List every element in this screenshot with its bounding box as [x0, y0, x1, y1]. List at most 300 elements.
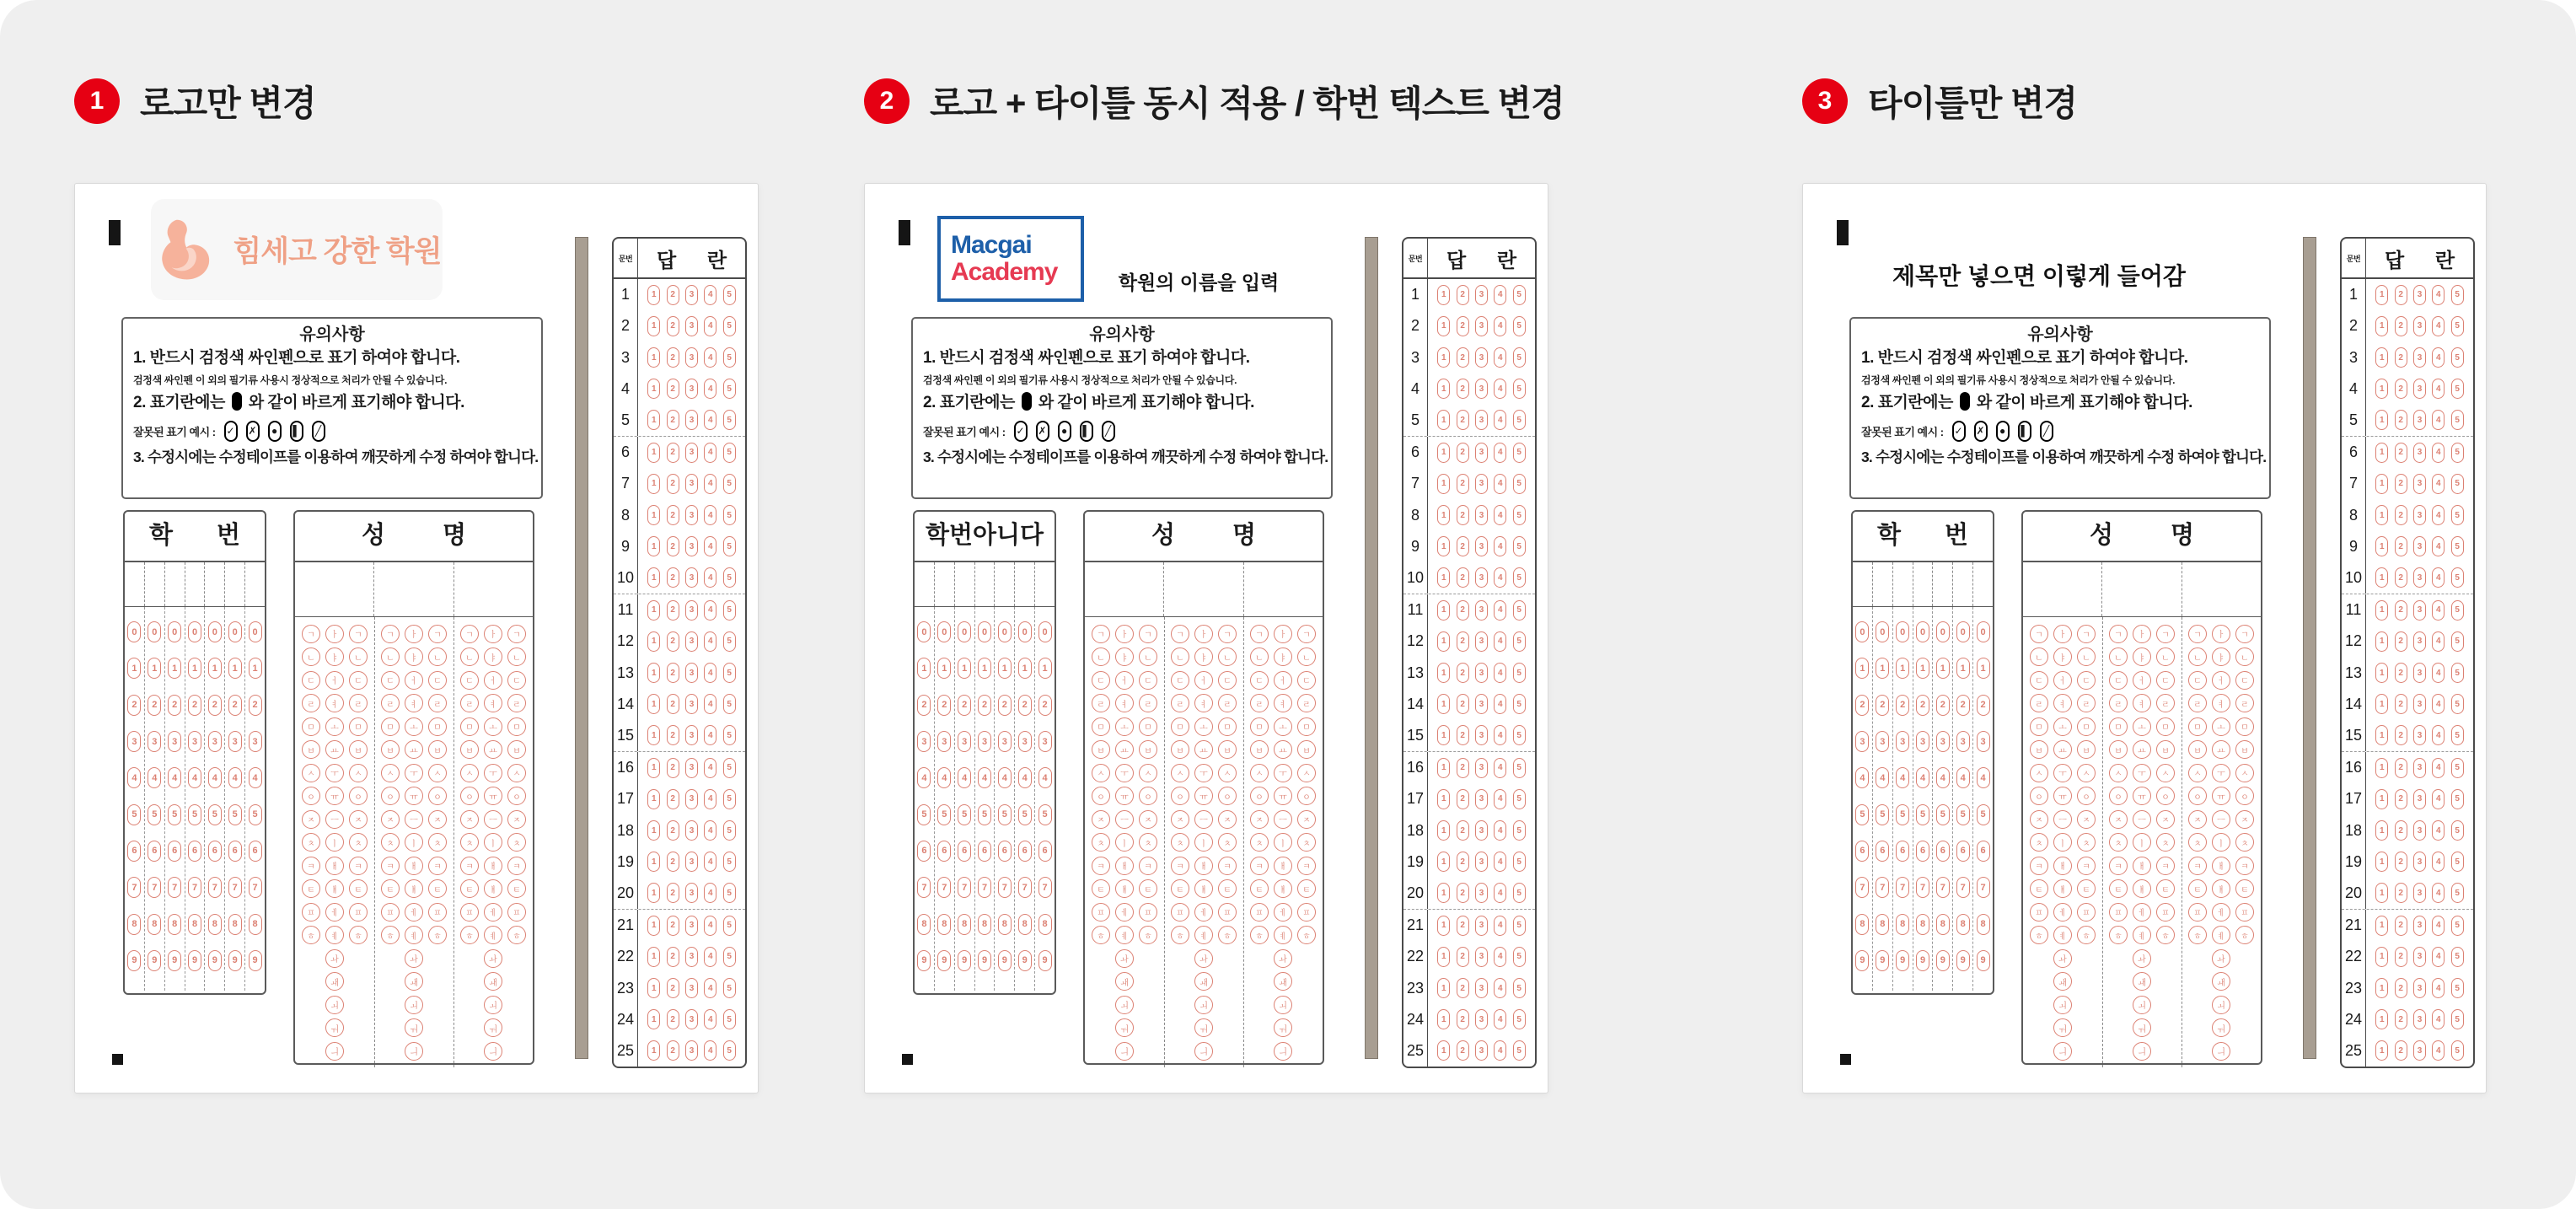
- answer-bubble-2: 2: [2395, 1040, 2407, 1061]
- name-bubble-vowel: ㅚ: [1194, 996, 1213, 1014]
- answer-bubble-3: 3: [685, 347, 698, 368]
- answer-section: [1402, 237, 1537, 1068]
- answer-bubbles: [638, 468, 745, 499]
- name-bubble-vowel: ㅑ: [484, 647, 502, 666]
- answer-row: [2342, 341, 2473, 373]
- id-bubble-column: [935, 607, 955, 991]
- name-bubble-group: [295, 694, 374, 712]
- name-bubble-consonant: ㅋ: [2188, 857, 2207, 875]
- answer-bubble-5: 5: [723, 883, 736, 903]
- answer-bubbles: [2366, 499, 2473, 530]
- section-title: 로고만 변경: [140, 83, 316, 123]
- answer-bubble-4: 4: [704, 694, 716, 714]
- name-bubble-consonant: ㅁ: [460, 717, 479, 736]
- id-bubble-4: 4: [1956, 767, 1970, 788]
- name-bubble-consonant: ㄱ: [2030, 625, 2048, 643]
- name-bubble-vowel: ㅐ: [405, 857, 423, 875]
- answer-bubble-5: 5: [1513, 725, 1526, 745]
- id-bubble-8: 8: [1018, 914, 1032, 935]
- name-bubble-group: [2023, 625, 2102, 643]
- name-column-divider: [453, 617, 454, 1067]
- answer-row: [614, 814, 745, 846]
- name-bubble-consonant: ㄷ: [1297, 671, 1316, 690]
- id-bubble-3: 3: [1896, 731, 1909, 752]
- question-number: 3: [2342, 341, 2366, 373]
- id-bubble-0: 0: [1977, 621, 1990, 642]
- question-number: 1: [2342, 279, 2366, 310]
- answer-bubble-1: 1: [2375, 536, 2388, 556]
- name-bubble-vowel: ㅙ: [2212, 972, 2230, 991]
- question-number: 24: [1403, 1004, 1428, 1035]
- answer-bubble-5: 5: [1513, 758, 1526, 778]
- name-bubble-group: [2023, 1018, 2102, 1037]
- answer-row: [2342, 562, 2473, 594]
- answer-bubble-5: 5: [723, 1040, 736, 1061]
- answer-bubbles: [638, 910, 745, 941]
- name-bubble-consonant: ㅋ: [349, 857, 368, 875]
- id-bubble-5: 5: [1876, 804, 1889, 825]
- name-bubble-row: [295, 715, 533, 739]
- answer-bubble-5: 5: [723, 536, 736, 556]
- id-bubble-4: 4: [1896, 767, 1909, 788]
- answer-bubble-4: 4: [2432, 600, 2445, 621]
- answer-bubble-4: 4: [704, 631, 716, 652]
- name-bubble-group: [295, 717, 374, 736]
- name-header: 성 명: [1085, 512, 1323, 562]
- answer-bubble-3: 3: [2413, 567, 2426, 588]
- id-bubble-0: 0: [228, 621, 242, 642]
- name-bubble-vowel: ㅜ: [2212, 764, 2230, 782]
- answer-bubble-2: 2: [1457, 379, 1469, 399]
- name-bubble-group: [295, 625, 374, 643]
- name-bubble-consonant: ㅍ: [507, 903, 526, 922]
- id-bubble-4: 4: [958, 767, 971, 788]
- answer-bubble-1: 1: [2375, 820, 2388, 841]
- answer-row: [614, 310, 745, 341]
- name-bubble-consonant: ㅈ: [302, 810, 320, 829]
- answer-bubble-1: 1: [647, 663, 660, 683]
- answer-bubble-4: 4: [2432, 443, 2445, 463]
- name-bubble-vowel: ㅐ: [325, 857, 344, 875]
- answer-row: [2342, 972, 2473, 1003]
- answer-bubble-1: 1: [647, 600, 660, 621]
- name-bubble-row: [295, 993, 533, 1017]
- name-bubble-consonant: ㅅ: [1171, 764, 1189, 782]
- name-bubble-consonant: ㅈ: [1218, 810, 1237, 829]
- question-number: 11: [2342, 594, 2366, 626]
- name-bubble-group: [453, 949, 533, 968]
- name-bubble-consonant: ㅇ: [1139, 787, 1157, 805]
- name-bubble-vowel: ㅡ: [484, 810, 502, 829]
- id-bubble-0: 0: [1876, 621, 1889, 642]
- answer-row: [2342, 373, 2473, 405]
- name-bubble-vowel: ㅝ: [2053, 1018, 2072, 1037]
- name-bubble-group: [2182, 926, 2261, 944]
- id-bubble-0: 0: [188, 621, 201, 642]
- answer-bubble-2: 2: [1457, 600, 1469, 621]
- answer-bubble-5: 5: [2451, 536, 2464, 556]
- answer-bubble-3: 3: [2413, 347, 2426, 368]
- name-bubble-consonant: ㅌ: [302, 879, 320, 898]
- name-bubble-consonant: ㅊ: [507, 833, 526, 852]
- id-bubble-0: 0: [1916, 621, 1929, 642]
- answer-bubble-5: 5: [723, 567, 736, 588]
- name-bubble-consonant: ㄹ: [1250, 694, 1269, 712]
- name-bubble-vowel: ㅕ: [2053, 694, 2072, 712]
- id-bubble-8: 8: [937, 914, 951, 935]
- id-bubble-column: [1035, 607, 1055, 991]
- name-bubble-group: [2182, 949, 2261, 968]
- name-bubble-group: [1243, 717, 1323, 736]
- notice-line-1-sub: 검정색 싸인펜 이 외의 필기류 사용시 정상적으로 처리가 안될 수 있습니다.: [1861, 374, 2176, 386]
- answer-bubbles: [638, 1004, 745, 1035]
- name-bubble-row: [2023, 900, 2261, 924]
- id-write-cell: [145, 562, 165, 606]
- answer-bubble-5: 5: [1513, 347, 1526, 368]
- name-bubble-consonant: ㅌ: [460, 879, 479, 898]
- id-bubble-2: 2: [978, 695, 991, 716]
- answer-bubble-3: 3: [1475, 347, 1488, 368]
- name-bubble-consonant: ㅍ: [2188, 903, 2207, 922]
- name-bubble-vowel: ㅏ: [1115, 625, 1134, 643]
- name-bubble-group: [2102, 903, 2182, 922]
- answer-bubble-1: 1: [2375, 947, 2388, 967]
- name-bubble-consonant: ㅂ: [1250, 740, 1269, 759]
- id-bubble-6: 6: [188, 841, 201, 862]
- answer-bubble-5: 5: [2451, 567, 2464, 588]
- id-bubble-2: 2: [1855, 695, 1869, 716]
- answer-row: [614, 341, 745, 373]
- name-bubble-group: [1085, 1018, 1164, 1037]
- answer-bubble-3: 3: [1475, 663, 1488, 683]
- name-bubble-vowel: ㅗ: [325, 717, 344, 736]
- name-bubble-consonant: ㅁ: [1139, 717, 1157, 736]
- id-bubble-0: 0: [148, 621, 161, 642]
- answer-bubble-2: 2: [2395, 820, 2407, 841]
- name-bubble-consonant: ㅇ: [2109, 787, 2128, 805]
- name-bubble-consonant: ㄷ: [2030, 671, 2048, 690]
- answer-bubbles: [2366, 437, 2473, 468]
- answer-bubble-3: 3: [2413, 663, 2426, 683]
- name-bubble-vowel: ㅑ: [2212, 647, 2230, 666]
- id-write-cell: [1853, 562, 1873, 606]
- name-bubble-consonant: ㄱ: [1139, 625, 1157, 643]
- question-number: 15: [1403, 720, 1428, 751]
- question-number: 1: [614, 279, 638, 310]
- name-bubble-consonant: ㅎ: [1218, 926, 1237, 944]
- name-bubble-group: [295, 903, 374, 922]
- answer-bubble-4: 4: [2432, 663, 2445, 683]
- name-bubble-group: [2182, 879, 2261, 898]
- name-bubble-group: [2023, 833, 2102, 852]
- answer-bubbles: [2366, 341, 2473, 373]
- name-bubble-consonant: ㅅ: [428, 764, 447, 782]
- name-bubble-group: [295, 740, 374, 759]
- name-bubble-consonant: ㄱ: [428, 625, 447, 643]
- answer-bubble-4: 4: [2432, 474, 2445, 494]
- name-bubble-vowel: ㅢ: [1194, 1042, 1213, 1061]
- answer-bubble-3: 3: [1475, 694, 1488, 714]
- name-bubble-vowel: ㅛ: [405, 740, 423, 759]
- id-bubble-4: 4: [148, 767, 161, 788]
- answer-bubble-4: 4: [2432, 820, 2445, 841]
- section-header: [864, 78, 1564, 125]
- name-bubble-vowel: ㅚ: [484, 996, 502, 1014]
- name-bubble-vowel: ㅙ: [1274, 972, 1292, 991]
- answer-row: [1403, 657, 1535, 688]
- name-bubble-consonant: ㅋ: [428, 857, 447, 875]
- id-bubble-8: 8: [127, 914, 141, 935]
- question-number: 6: [614, 437, 638, 468]
- answer-bubble-4: 4: [1494, 285, 1506, 305]
- id-bubble-3: 3: [1956, 731, 1970, 752]
- answer-bubbles: [638, 1035, 745, 1067]
- name-bubble-group: [453, 926, 533, 944]
- answer-bubble-4: 4: [2432, 347, 2445, 368]
- name-bubble-vowel: ㅣ: [2053, 833, 2072, 852]
- id-bubble-2: 2: [188, 695, 201, 716]
- question-number: 21: [2342, 910, 2366, 941]
- name-bubble-consonant: ㅁ: [2077, 717, 2096, 736]
- answer-bubble-2: 2: [2395, 758, 2407, 778]
- name-bubble-consonant: ㅌ: [1139, 879, 1157, 898]
- answer-bubble-3: 3: [1475, 474, 1488, 494]
- name-bubble-row: [295, 692, 533, 716]
- name-bubble-consonant: ㅇ: [349, 787, 368, 805]
- answer-row: [614, 468, 745, 499]
- answer-bubble-2: 2: [667, 347, 679, 368]
- name-bubble-group: [2023, 857, 2102, 875]
- answer-bubble-5: 5: [723, 820, 736, 841]
- question-number: 10: [2342, 562, 2366, 594]
- answer-bubble-5: 5: [2451, 631, 2464, 652]
- answer-bubble-3: 3: [1475, 758, 1488, 778]
- name-bubble-vowel: ㅏ: [325, 625, 344, 643]
- name-bubble-group: [1085, 740, 1164, 759]
- name-bubble-group: [1085, 972, 1164, 991]
- answer-bubble-1: 1: [2375, 347, 2388, 368]
- answer-bubble-1: 1: [1437, 663, 1450, 683]
- answer-bubble-2: 2: [2395, 694, 2407, 714]
- question-number: 17: [2342, 783, 2366, 814]
- answer-bubble-5: 5: [723, 443, 736, 463]
- name-write-cell: [374, 562, 453, 616]
- bad-example-label: 잘못된 표기 예시 :: [133, 425, 216, 438]
- name-bubble-row: [1085, 646, 1323, 669]
- answer-bubble-1: 1: [647, 316, 660, 336]
- name-bubble-consonant: ㄴ: [428, 647, 447, 666]
- name-bubble-vowel: ㅙ: [1194, 972, 1213, 991]
- name-bubble-consonant: ㄹ: [1139, 694, 1157, 712]
- name-bubble-group: [2023, 694, 2102, 712]
- name-bubble-row: [2023, 622, 2261, 646]
- name-bubble-consonant: ㄴ: [1250, 647, 1269, 666]
- answer-bubble-5: 5: [723, 978, 736, 998]
- question-number: 7: [1403, 468, 1428, 499]
- id-bubble-5: 5: [208, 804, 222, 825]
- answer-bubble-5: 5: [723, 916, 736, 936]
- name-bubble-row: [1085, 947, 1323, 970]
- name-bubble-consonant: ㄱ: [1218, 625, 1237, 643]
- notice-bad-examples: [133, 416, 531, 445]
- answer-row: [614, 909, 745, 941]
- name-bubble-vowel: ㅠ: [1194, 787, 1213, 805]
- answer-bubble-3: 3: [2413, 505, 2426, 525]
- name-bubble-group: [1085, 857, 1164, 875]
- answer-bubble-1: 1: [1437, 978, 1450, 998]
- name-bubble-vowel: ㅕ: [1274, 694, 1292, 712]
- name-bubble-vowel: ㅠ: [1274, 787, 1292, 805]
- id-bubble-8: 8: [208, 914, 222, 935]
- answer-bubble-2: 2: [667, 663, 679, 683]
- question-number: 15: [2342, 720, 2366, 751]
- name-bubble-consonant: ㅊ: [1218, 833, 1237, 852]
- answer-row: [1403, 972, 1535, 1003]
- name-bubble-vowel: ㅠ: [2212, 787, 2230, 805]
- answer-bubble-5: 5: [2451, 505, 2464, 525]
- answer-bubble-1: 1: [2375, 379, 2388, 399]
- name-bubble-consonant: ㄹ: [2235, 694, 2254, 712]
- answer-bubble-4: 4: [704, 567, 716, 588]
- name-bubble-consonant: ㅎ: [2235, 926, 2254, 944]
- answer-header: [614, 239, 745, 279]
- id-bubble-2: 2: [937, 695, 951, 716]
- answer-bubble-4: 4: [2432, 883, 2445, 903]
- name-bubble-vowel: ㅒ: [1194, 879, 1213, 898]
- name-bubble-vowel: ㅡ: [1274, 810, 1292, 829]
- id-bubble-2: 2: [127, 695, 141, 716]
- name-bubble-vowel: ㅘ: [2212, 949, 2230, 968]
- name-bubble-consonant: ㅋ: [2109, 857, 2128, 875]
- logo-word-2: Academy: [951, 258, 1058, 286]
- name-bubble-consonant: ㅂ: [507, 740, 526, 759]
- id-bubble-column: [185, 607, 206, 991]
- answer-bubble-3: 3: [685, 285, 698, 305]
- id-bubble-1: 1: [1896, 658, 1909, 679]
- answer-bubble-1: 1: [647, 379, 660, 399]
- student-id-section: [123, 510, 266, 995]
- id-bubble-7: 7: [958, 877, 971, 898]
- question-number: 12: [2342, 626, 2366, 657]
- name-bubble-consonant: ㅁ: [302, 717, 320, 736]
- notice-bad-examples: [923, 416, 1321, 445]
- answer-bubble-2: 2: [1457, 852, 1469, 872]
- name-bubble-consonant: ㅊ: [1171, 833, 1189, 852]
- answer-bubble-4: 4: [1494, 1040, 1506, 1061]
- answer-bubble-5: 5: [2451, 947, 2464, 967]
- name-bubble-group: [2182, 625, 2261, 643]
- name-bubble-consonant: ㅊ: [2030, 833, 2048, 852]
- id-bubble-1: 1: [228, 658, 242, 679]
- name-bubble-group: [1164, 972, 1243, 991]
- id-bubble-5: 5: [937, 804, 951, 825]
- answer-row: [2342, 594, 2473, 626]
- id-bubble-3: 3: [127, 731, 141, 752]
- name-bubble-consonant: ㅅ: [349, 764, 368, 782]
- name-bubble-group: [453, 1018, 533, 1037]
- answer-bubbles: [1428, 814, 1535, 846]
- answer-bubbles: [1428, 499, 1535, 530]
- answer-bubble-1: 1: [2375, 631, 2388, 652]
- answer-bubble-1: 1: [1437, 443, 1450, 463]
- answer-bubble-2: 2: [2395, 978, 2407, 998]
- student-id-header: 학번아니다: [915, 512, 1055, 562]
- name-bubble-consonant: ㅎ: [2156, 926, 2175, 944]
- answer-row: [614, 562, 745, 594]
- name-bubble-row: [295, 924, 533, 948]
- id-bubble-1: 1: [978, 658, 991, 679]
- id-bubble-1: 1: [1018, 658, 1032, 679]
- name-bubble-row: [2023, 993, 2261, 1017]
- name-bubble-vowel: ㅏ: [405, 625, 423, 643]
- answer-bubble-2: 2: [1457, 347, 1469, 368]
- id-bubble-0: 0: [249, 621, 262, 642]
- name-bubble-group: [295, 879, 374, 898]
- notice-line-3: 3. 수정시에는 수정테이프를 이용하여 깨끗하게 수정 하여야 합니다.: [1861, 449, 2267, 465]
- name-bubble-group: [453, 879, 533, 898]
- name-bubble-consonant: ㄷ: [1250, 671, 1269, 690]
- notice-line-1-sub: 검정색 싸인펜 이 외의 필기류 사용시 정상적으로 처리가 안될 수 있습니다.: [133, 374, 448, 386]
- bad-mark-icon-5: ╱: [1102, 421, 1115, 442]
- name-bubble-group: [1243, 926, 1323, 944]
- name-bubble-consonant: ㄹ: [1218, 694, 1237, 712]
- answer-bubble-5: 5: [2451, 852, 2464, 872]
- name-bubble-group: [453, 625, 533, 643]
- answer-bubbles: [2366, 689, 2473, 720]
- answer-bubble-5: 5: [1513, 916, 1526, 936]
- answer-bubble-2: 2: [667, 947, 679, 967]
- name-bubble-consonant: ㅎ: [507, 926, 526, 944]
- id-bubble-4: 4: [998, 767, 1012, 788]
- name-bubble-group: [2182, 833, 2261, 852]
- answer-bubble-4: 4: [2432, 379, 2445, 399]
- answer-bubble-1: 1: [2375, 474, 2388, 494]
- id-bubble-5: 5: [998, 804, 1012, 825]
- name-bubble-group: [2102, 857, 2182, 875]
- name-bubble-consonant: ㅌ: [2235, 879, 2254, 898]
- answer-bubble-5: 5: [2451, 410, 2464, 430]
- answer-bubble-5: 5: [1513, 820, 1526, 841]
- name-bubble-group: [1085, 879, 1164, 898]
- step-badge-2: 2: [864, 78, 910, 124]
- name-bubble-group: [1243, 764, 1323, 782]
- name-bubble-row: [2023, 646, 2261, 669]
- answer-bubble-4: 4: [1494, 505, 1506, 525]
- name-bubble-consonant: ㅅ: [1092, 764, 1110, 782]
- name-bubble-vowel: ㅕ: [405, 694, 423, 712]
- name-bubble-consonant: ㄱ: [1092, 625, 1110, 643]
- answer-bubble-3: 3: [1475, 916, 1488, 936]
- answer-bubble-1: 1: [2375, 316, 2388, 336]
- id-bubble-9: 9: [127, 950, 141, 971]
- answer-bubble-3: 3: [2413, 600, 2426, 621]
- name-bubble-consonant: ㅁ: [381, 717, 400, 736]
- question-number: 20: [1403, 878, 1428, 909]
- name-bubble-group: [2023, 740, 2102, 759]
- name-bubble-vowel: ㅙ: [325, 972, 344, 991]
- id-bubble-6: 6: [917, 841, 931, 862]
- answer-bubble-3: 3: [2413, 725, 2426, 745]
- answer-bubble-4: 4: [1494, 1009, 1506, 1029]
- name-bubble-group: [2182, 903, 2261, 922]
- question-number: 22: [614, 941, 638, 972]
- name-bubble-consonant: ㅂ: [1171, 740, 1189, 759]
- answer-bubble-2: 2: [1457, 474, 1469, 494]
- id-bubble-3: 3: [958, 731, 971, 752]
- answer-bubble-5: 5: [723, 725, 736, 745]
- name-bubble-consonant: ㅍ: [460, 903, 479, 922]
- answer-row: [2342, 783, 2473, 814]
